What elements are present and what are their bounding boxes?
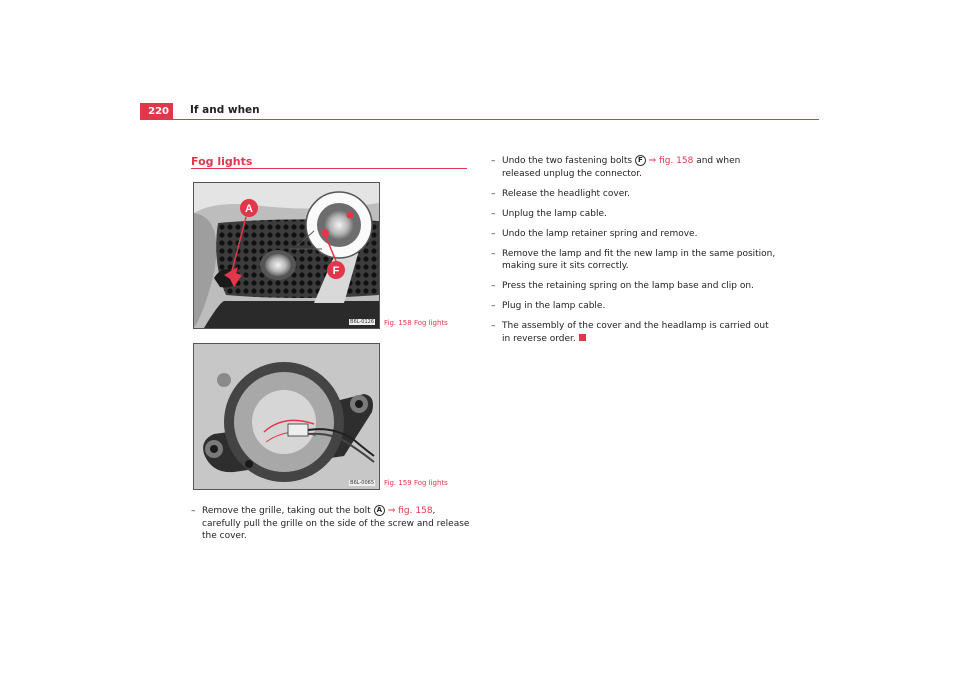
list-item (491, 248, 776, 273)
end-of-section-marker (579, 334, 586, 341)
list-item (491, 208, 776, 221)
step-text: Press the retaining spring on the lamp base and clip on. (502, 281, 754, 291)
callout-badge-a: A (374, 505, 385, 516)
bumper-illustration (194, 183, 379, 328)
callout-f-label: F (332, 265, 340, 277)
step-text: Plug in the lamp cable. (502, 301, 606, 311)
list-dash: – (491, 156, 496, 166)
left-steps (191, 505, 476, 550)
step-text: Release the headlight cover. (502, 188, 630, 199)
step-text: Undo the lamp retainer spring and remove. (502, 228, 698, 239)
list-item (491, 188, 776, 201)
header-rule (173, 119, 819, 120)
step-text: Remove the lamp and fit the new lamp in the same position, making sure it sits correctly. (502, 248, 776, 271)
list-dash: – (491, 208, 496, 219)
callout-a-label: A (245, 203, 253, 215)
list-item (491, 228, 776, 241)
list-dash: – (491, 281, 496, 291)
list-dash: – (491, 188, 496, 199)
list-dash: – (491, 248, 496, 259)
figure-reference-link[interactable]: ⇒ fig. 158 (387, 506, 433, 516)
figure-159-fog-lamp-rear (193, 343, 380, 490)
list-dash: – (191, 506, 196, 516)
right-steps (491, 155, 776, 353)
list-item (491, 300, 776, 313)
figure-code: B6L-0065 (350, 480, 374, 486)
list-dash: – (491, 301, 496, 311)
list-dash: – (491, 228, 496, 239)
list-item (491, 155, 776, 180)
chapter-title: If and when (190, 104, 260, 116)
list-item (491, 320, 776, 345)
figure-code: B6L-0126 (350, 319, 374, 325)
figure-158-caption: Fig. 158 Fog lights (384, 319, 448, 327)
figure-159-caption: Fig. 159 Fog lights (384, 479, 448, 487)
list-item (191, 505, 476, 543)
section-rule (191, 168, 467, 169)
list-dash: – (491, 321, 496, 331)
step-text: Remove the grille, taking out the bolt (202, 506, 374, 516)
figure-reference-link[interactable]: ⇒ fig. 158 (648, 156, 694, 166)
lamp-housing-illustration (194, 344, 379, 489)
figure-158-fog-light-bumper (193, 182, 380, 329)
section-title: Fog lights (191, 155, 253, 168)
step-text: Unplug the lamp cable. (502, 208, 607, 219)
step-text: and when released unplug the connector. (502, 156, 741, 179)
step-text: The assembly of the cover and the headlamp is carried out in reverse order. (502, 321, 769, 344)
callout-badge-f: F (635, 155, 646, 166)
step-text: Undo the two fastening bolts (502, 156, 635, 166)
list-item (491, 280, 776, 293)
step-text: , carefully pull the grille on the side of the screw and release the cover. (202, 506, 470, 541)
page-number: 220 (140, 103, 173, 120)
